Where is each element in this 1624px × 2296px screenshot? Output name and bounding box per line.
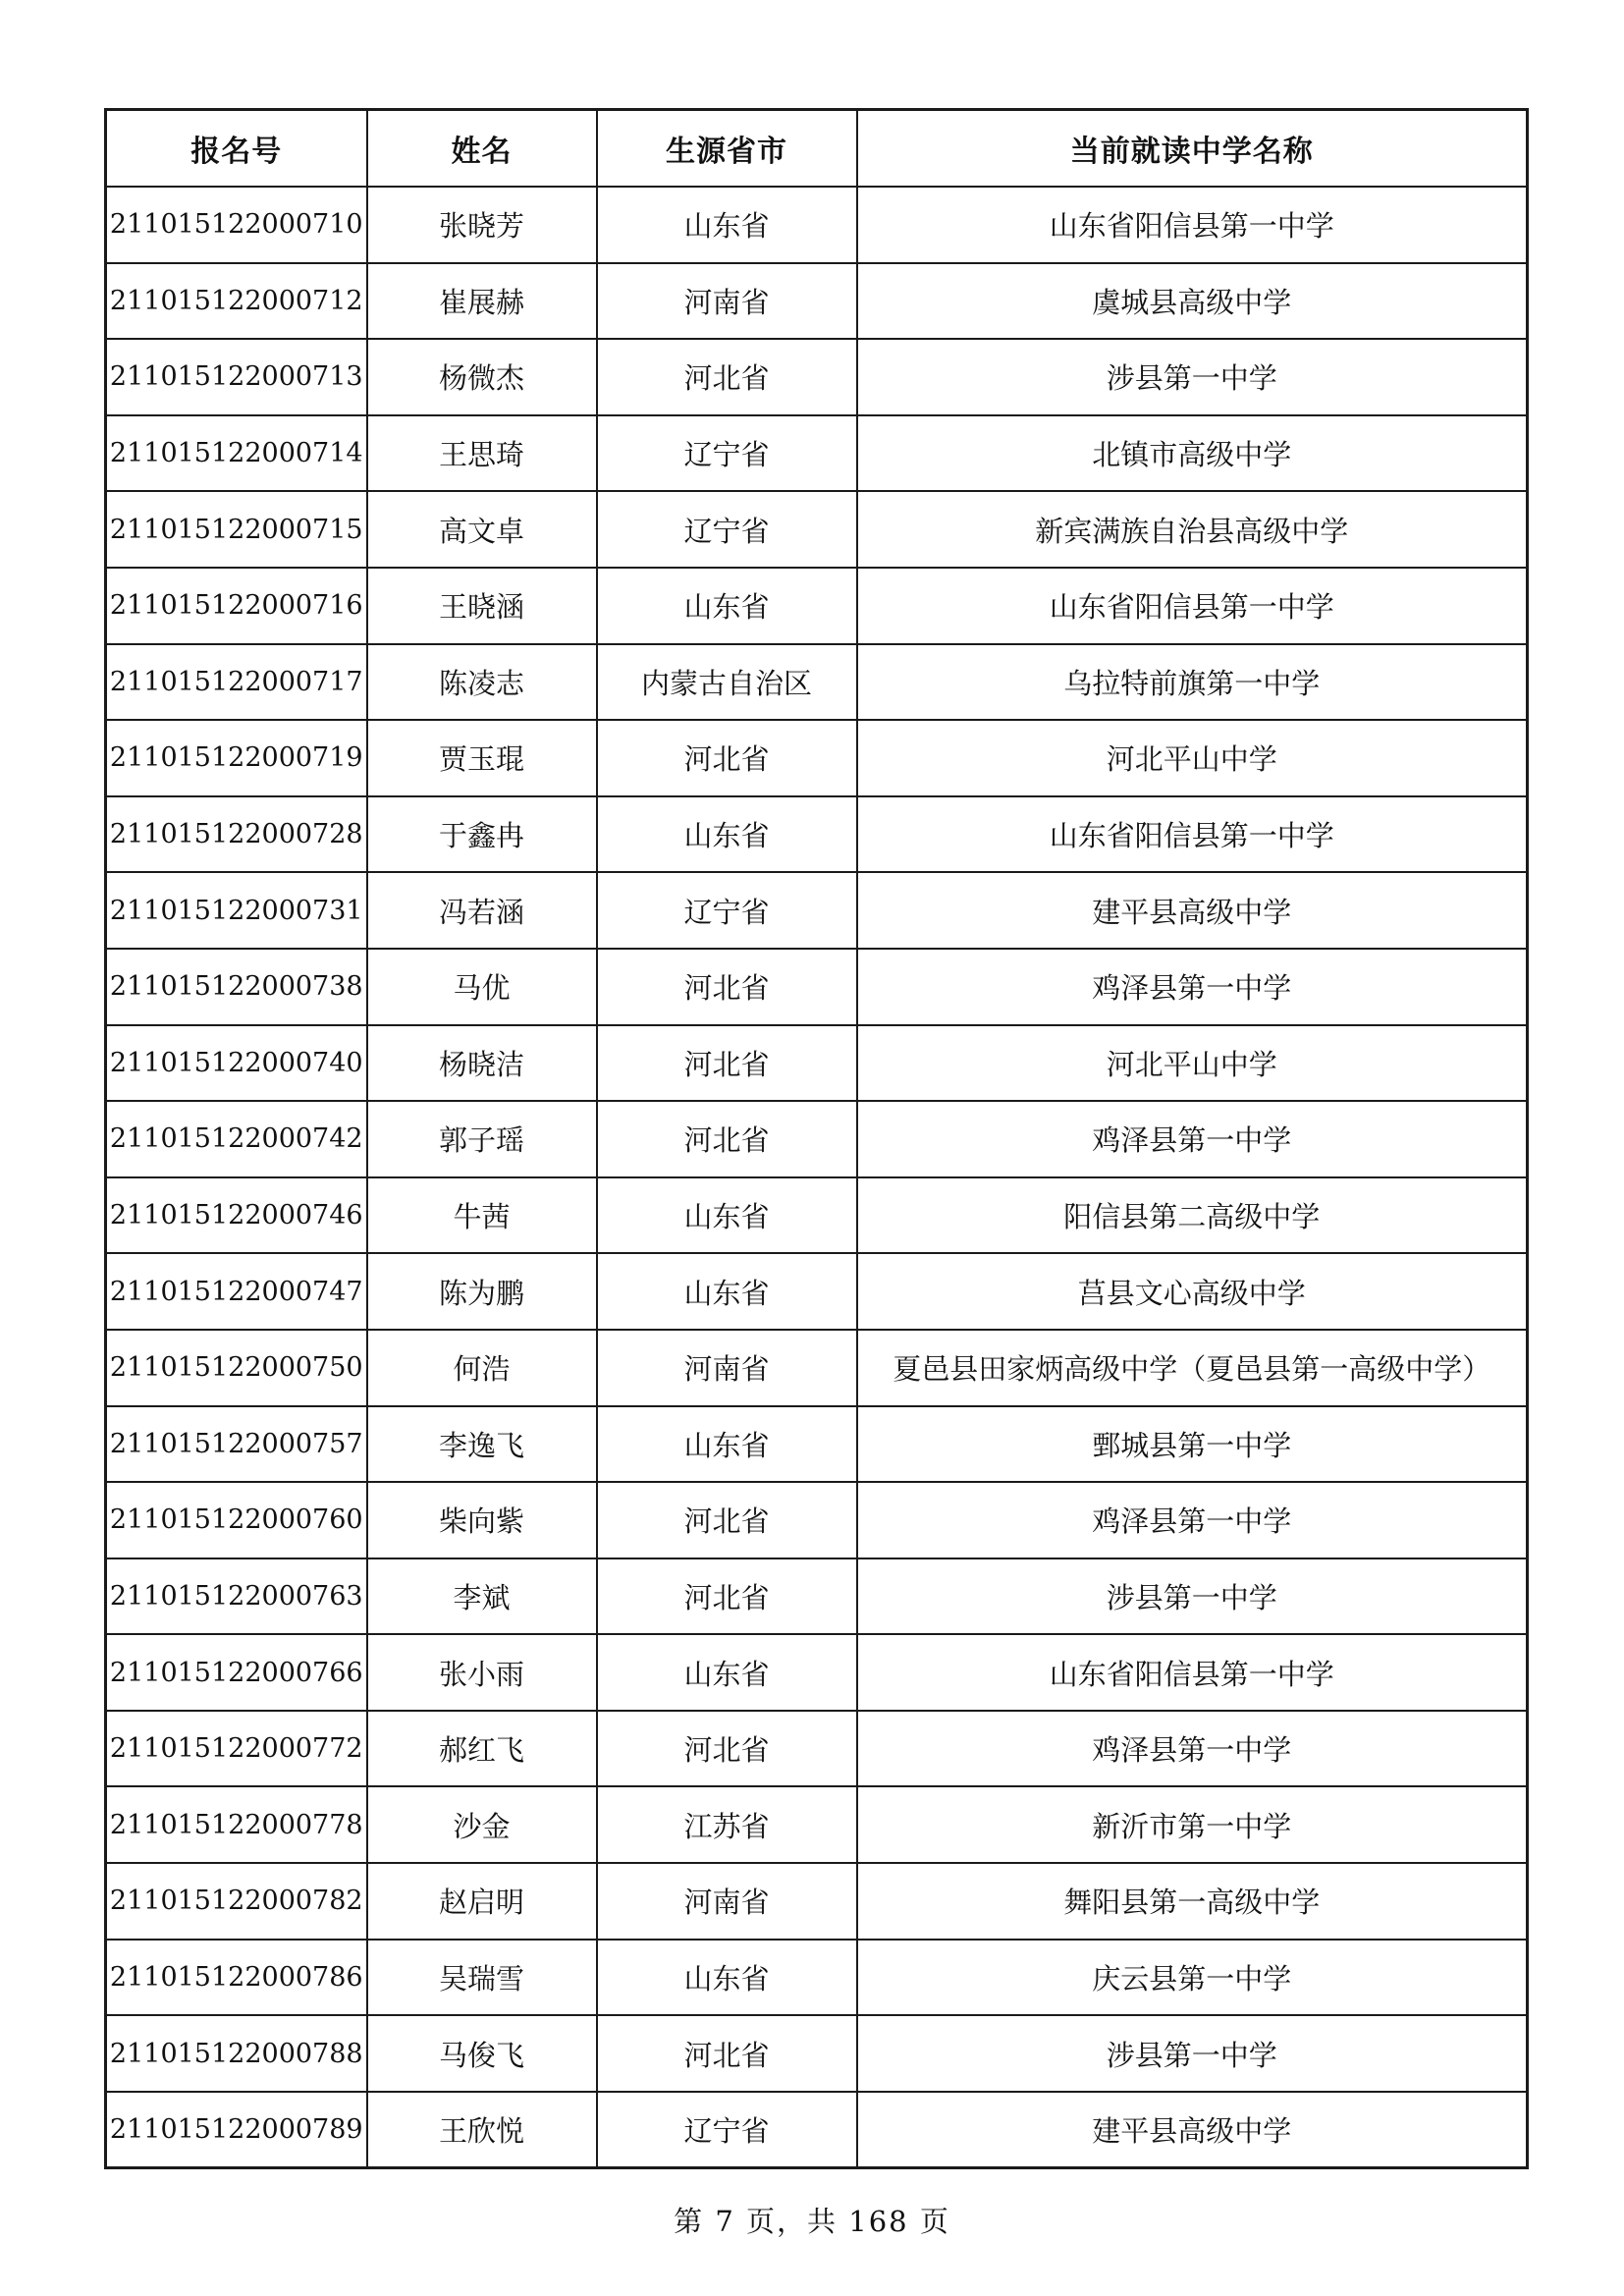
school-name-cell: 阳信县第二高级中学 [857, 1177, 1528, 1254]
registration-number-cell: 211015122000712 [106, 263, 367, 340]
student-name-cell: 王思琦 [367, 415, 597, 492]
header-registration-number: 报名号 [106, 110, 367, 188]
province-cell: 山东省 [597, 1406, 857, 1483]
school-name-cell: 山东省阳信县第一中学 [857, 187, 1528, 263]
table-row [106, 415, 1528, 492]
registration-number-cell: 211015122000717 [106, 644, 367, 721]
student-name-cell: 郝红飞 [367, 1711, 597, 1787]
registration-number-cell: 211015122000757 [106, 1406, 367, 1483]
table-row [106, 949, 1528, 1025]
student-name-cell: 杨微杰 [367, 339, 597, 415]
registration-number-cell: 211015122000713 [106, 339, 367, 415]
registration-number-cell: 211015122000714 [106, 415, 367, 492]
school-name-cell: 鸡泽县第一中学 [857, 1711, 1528, 1787]
province-cell: 河北省 [597, 1711, 857, 1787]
school-name-cell: 建平县高级中学 [857, 872, 1528, 949]
table-row [106, 1634, 1528, 1711]
school-name-cell: 鄄城县第一中学 [857, 1406, 1528, 1483]
school-name-cell: 夏邑县田家炳高级中学（夏邑县第一高级中学） [857, 1330, 1528, 1406]
student-name-cell: 李斌 [367, 1558, 597, 1635]
student-name-cell: 吴瑞雪 [367, 1940, 597, 2016]
student-name-cell: 崔展赫 [367, 263, 597, 340]
table-row [106, 1101, 1528, 1177]
student-name-cell: 高文卓 [367, 491, 597, 568]
registration-number-cell: 211015122000715 [106, 491, 367, 568]
province-cell: 山东省 [597, 568, 857, 644]
province-cell: 河北省 [597, 949, 857, 1025]
school-name-cell: 河北平山中学 [857, 720, 1528, 796]
school-name-cell: 虞城县高级中学 [857, 263, 1528, 340]
school-name-cell: 河北平山中学 [857, 1025, 1528, 1102]
table-row [106, 644, 1528, 721]
student-name-cell: 张小雨 [367, 1634, 597, 1711]
school-name-cell: 庆云县第一中学 [857, 1940, 1528, 2016]
school-name-cell: 山东省阳信县第一中学 [857, 1634, 1528, 1711]
registration-number-cell: 211015122000786 [106, 1940, 367, 2016]
school-name-cell: 建平县高级中学 [857, 2092, 1528, 2168]
registration-number-cell: 211015122000789 [106, 2092, 367, 2168]
registration-number-cell: 211015122000766 [106, 1634, 367, 1711]
school-name-cell: 鸡泽县第一中学 [857, 1101, 1528, 1177]
province-cell: 山东省 [597, 1253, 857, 1330]
registration-number-cell: 211015122000746 [106, 1177, 367, 1254]
table-row [106, 720, 1528, 796]
table-row [106, 796, 1528, 873]
student-name-cell: 柴向紫 [367, 1482, 597, 1558]
school-name-cell: 莒县文心高级中学 [857, 1253, 1528, 1330]
student-name-cell: 张晓芳 [367, 187, 597, 263]
province-cell: 山东省 [597, 187, 857, 263]
province-cell: 河北省 [597, 1101, 857, 1177]
student-name-cell: 陈为鹏 [367, 1253, 597, 1330]
school-name-cell: 新宾满族自治县高级中学 [857, 491, 1528, 568]
registration-number-cell: 211015122000719 [106, 720, 367, 796]
registration-number-cell: 211015122000750 [106, 1330, 367, 1406]
student-name-cell: 王晓涵 [367, 568, 597, 644]
province-cell: 河北省 [597, 720, 857, 796]
registration-number-cell: 211015122000788 [106, 2015, 367, 2092]
registration-number-cell: 211015122000760 [106, 1482, 367, 1558]
registration-number-cell: 211015122000742 [106, 1101, 367, 1177]
table-row [106, 2092, 1528, 2168]
table-row [106, 1558, 1528, 1635]
table-row [106, 1482, 1528, 1558]
student-name-cell: 陈凌志 [367, 644, 597, 721]
student-roster-table [104, 108, 1529, 2169]
registration-number-cell: 211015122000740 [106, 1025, 367, 1102]
student-name-cell: 何浩 [367, 1330, 597, 1406]
student-name-cell: 王欣悦 [367, 2092, 597, 2168]
school-name-cell: 山东省阳信县第一中学 [857, 568, 1528, 644]
student-name-cell: 马优 [367, 949, 597, 1025]
registration-number-cell: 211015122000782 [106, 1863, 367, 1940]
province-cell: 辽宁省 [597, 415, 857, 492]
province-cell: 辽宁省 [597, 491, 857, 568]
table-row [106, 568, 1528, 644]
school-name-cell: 新沂市第一中学 [857, 1786, 1528, 1863]
province-cell: 河北省 [597, 339, 857, 415]
school-name-cell: 舞阳县第一高级中学 [857, 1863, 1528, 1940]
table-row [106, 1177, 1528, 1254]
student-name-cell: 于鑫冉 [367, 796, 597, 873]
registration-number-cell: 211015122000710 [106, 187, 367, 263]
registration-number-cell: 211015122000763 [106, 1558, 367, 1635]
table-row [106, 1711, 1528, 1787]
registration-number-cell: 211015122000731 [106, 872, 367, 949]
table-row [106, 1330, 1528, 1406]
school-name-cell: 涉县第一中学 [857, 339, 1528, 415]
province-cell: 辽宁省 [597, 2092, 857, 2168]
province-cell: 山东省 [597, 1634, 857, 1711]
registration-number-cell: 211015122000747 [106, 1253, 367, 1330]
student-name-cell: 冯若涵 [367, 872, 597, 949]
header-row [106, 110, 1528, 188]
header-school-name: 当前就读中学名称 [857, 110, 1528, 188]
registration-number-cell: 211015122000778 [106, 1786, 367, 1863]
school-name-cell: 鸡泽县第一中学 [857, 1482, 1528, 1558]
province-cell: 内蒙古自治区 [597, 644, 857, 721]
school-name-cell: 涉县第一中学 [857, 2015, 1528, 2092]
table-row [106, 491, 1528, 568]
registration-number-cell: 211015122000716 [106, 568, 367, 644]
table-row [106, 1786, 1528, 1863]
student-name-cell: 赵启明 [367, 1863, 597, 1940]
header-name: 姓名 [367, 110, 597, 188]
student-name-cell: 马俊飞 [367, 2015, 597, 2092]
table-row [106, 1253, 1528, 1330]
province-cell: 河南省 [597, 1863, 857, 1940]
province-cell: 山东省 [597, 796, 857, 873]
province-cell: 河北省 [597, 1482, 857, 1558]
table-row [106, 872, 1528, 949]
student-name-cell: 杨晓洁 [367, 1025, 597, 1102]
school-name-cell: 涉县第一中学 [857, 1558, 1528, 1635]
table-row [106, 2015, 1528, 2092]
table-row [106, 187, 1528, 263]
table-row [106, 1863, 1528, 1940]
table-row [106, 1940, 1528, 2016]
province-cell: 山东省 [597, 1177, 857, 1254]
table-row [106, 1025, 1528, 1102]
table-row [106, 1406, 1528, 1483]
student-name-cell: 牛茜 [367, 1177, 597, 1254]
table-body [106, 187, 1528, 2168]
registration-number-cell: 211015122000738 [106, 949, 367, 1025]
student-name-cell: 郭子瑶 [367, 1101, 597, 1177]
student-name-cell: 李逸飞 [367, 1406, 597, 1483]
province-cell: 河北省 [597, 2015, 857, 2092]
student-name-cell: 沙金 [367, 1786, 597, 1863]
school-name-cell: 鸡泽县第一中学 [857, 949, 1528, 1025]
province-cell: 河北省 [597, 1025, 857, 1102]
registration-number-cell: 211015122000728 [106, 796, 367, 873]
table-row [106, 339, 1528, 415]
school-name-cell: 北镇市高级中学 [857, 415, 1528, 492]
province-cell: 山东省 [597, 1940, 857, 2016]
province-cell: 河南省 [597, 263, 857, 340]
school-name-cell: 山东省阳信县第一中学 [857, 796, 1528, 873]
school-name-cell: 乌拉特前旗第一中学 [857, 644, 1528, 721]
student-name-cell: 贾玉琨 [367, 720, 597, 796]
province-cell: 河南省 [597, 1330, 857, 1406]
province-cell: 河北省 [597, 1558, 857, 1635]
header-province: 生源省市 [597, 110, 857, 188]
page-footer: 第 7 页，共 168 页 [674, 2205, 950, 2238]
registration-number-cell: 211015122000772 [106, 1711, 367, 1787]
province-cell: 江苏省 [597, 1786, 857, 1863]
province-cell: 辽宁省 [597, 872, 857, 949]
table-row [106, 263, 1528, 340]
table-header [106, 110, 1528, 188]
